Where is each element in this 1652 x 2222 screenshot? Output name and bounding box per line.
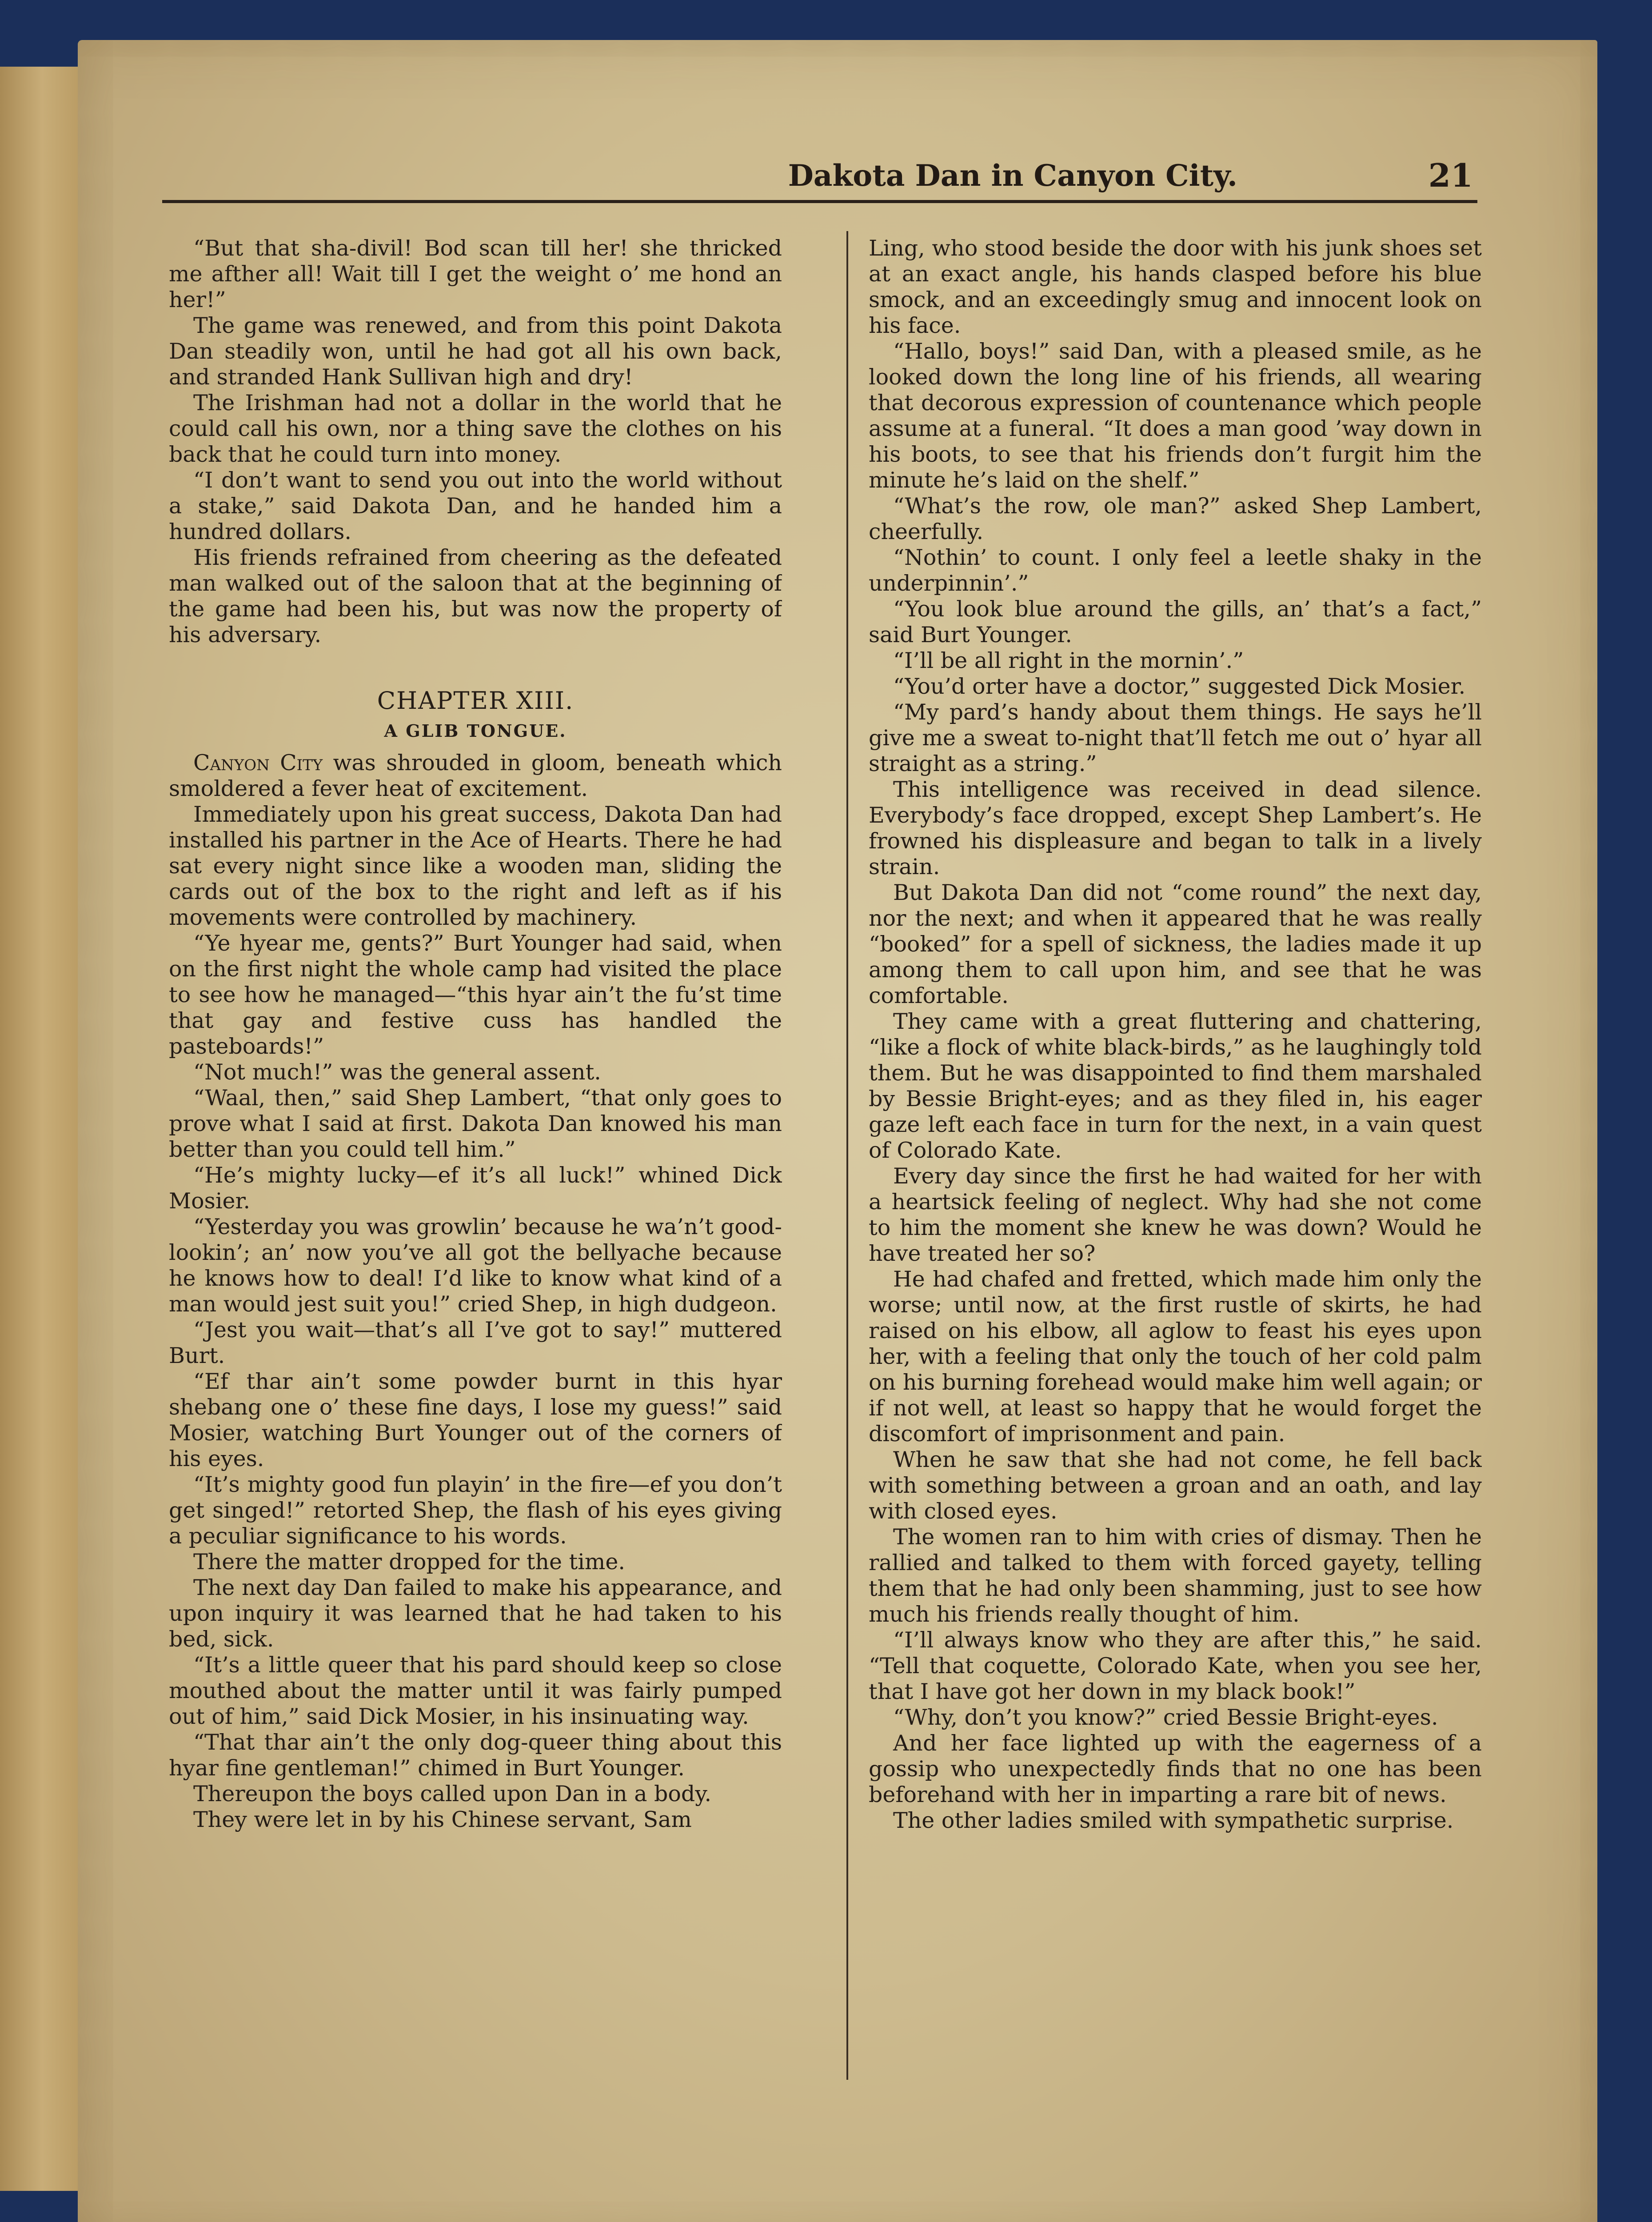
running-title: Dakota Dan in Canyon City. [788,158,1237,193]
paragraph: The game was renewed, and from this point Dakota Dan steadily won, until he had got all his own back, and stranded Hank Sullivan high and dry! [169,313,782,390]
chapter-opening-caps: Canyon City [193,750,323,775]
right-column [869,236,1482,2102]
chapter-subtitle: A GLIB TONGUE. [384,721,567,741]
paragraph: “Yesterday you was growlin’ because he wa’n’t good-lookin’; an’ now you’ve all got the bellyache because he knows how to deal! I’d like to know what kind of a man would jest suit you!” cried Shep, in high dudgeon. [169,1214,782,1317]
paragraph: “Ef thar ain’t some powder burnt in this hyar shebang one o’ these fine days, I lose my guess!” said Mosier, watching Burt Younger out of the corners of his eyes. [169,1369,782,1471]
paragraph: “Hallo, boys!” said Dan, with a pleased smile, as he looked down the long line of his friends, all wearing that decorous expression of countenance which people assume at a funeral. “It does a man good ’way down in his boots, to see that his friends don’t furgit him the minute he’s laid on the shelf.” [869,339,1482,493]
paragraph: “Why, don’t you know?” cried Bessie Bright-eyes. [893,1705,1438,1730]
paragraph: “What’s the row, ole man?” asked Shep Lambert, cheerfully. [869,493,1482,544]
paragraph: Thereupon the boys called upon Dan in a body. [193,1781,712,1806]
left-column-before-chapter [169,236,782,648]
paragraph: Immediately upon his great success, Dakota Dan had installed his partner in the Ace of Hearts. There he had sat every night since like a wooden man, sliding the cards out of the box to the right and left as if his movements were controlled by machinery. [169,802,782,930]
paragraph: His friends refrained from cheering as the defeated man walked out of the saloon that at the beginning of the game had been his, but was now the property of his adversary. [169,545,782,647]
paragraph: “That thar ain’t the only dog-queer thing about this hyar fine gentleman!” chimed in Burt Younger. [169,1730,782,1781]
paragraph: “My pard’s handy about them things. He says he’ll give me a sweat to-night that’ll fetch me out o’ hyar all straight as a string.” [869,699,1482,776]
page-header [162,151,1477,203]
paragraph: “I’ll always know who they are after this,” he said. “Tell that coquette, Colorado Kate, when you see her, that I have got her down in my black book!” [869,1627,1482,1704]
chapter-heading: CHAPTER XIII. [377,687,574,715]
paragraph: They were let in by his Chinese servant, Sam [193,1807,692,1832]
paragraph: “I don’t want to send you out into the world without a stake,” said Dakota Dan, and he handed him a hundred dollars. [169,468,782,544]
paragraph: But Dakota Dan did not “come round” the next day, nor the next; and when it appeared that he was really “booked” for a spell of sickness, the ladies made it up among them to call upon him, and see that he was comfortable. [869,880,1482,1008]
paragraph: “He’s mighty lucky—ef it’s all luck!” whined Dick Mosier. [169,1163,782,1214]
paragraph: The other ladies smiled with sympathetic surprise. [893,1808,1454,1833]
paragraph: He had chafed and fretted, which made him only the worse; until now, at the first rustle of skirts, he had raised on his elbow, all aglow to feast his eyes upon her, with a feeling that only the touch of her cold palm on his burning forehead would make him well again; or if not well, at least so happy that he would forget the discomfort of imprisonment and pain. [869,1267,1482,1447]
paragraph: There the matter dropped for the time. [193,1549,625,1575]
page-number: 21 [1428,156,1473,194]
paragraph: “You’d orter have a doctor,” suggested Dick Mosier. [893,674,1466,699]
paragraph: And her face lighted up with the eagerness of a gossip who unexpectedly finds that no one has been beforehand with her in imparting a rare bit of news. [869,1730,1482,1807]
paragraph: “Waal, then,” said Shep Lambert, “that only goes to prove what I said at first. Dakota Dan knowed his man better than you could tell him.” [169,1085,782,1162]
paragraph: “You look blue around the gills, an’ that’s a fact,” said Burt Younger. [869,596,1482,647]
paragraph: “It’s a little queer that his pard should keep so close mouthed about the matter until it was fairly pumped out of him,” said Dick Mosier, in his insinuating way. [169,1652,782,1729]
right-column-continuation: Ling, who stood beside the door with his junk shoes set at an exact angle, his hands clasped before his blue smock, and an exceedingly smug and innocent look on his face. [869,236,1482,338]
paragraph: The next day Dan failed to make his appearance, and upon inquiry it was learned that he had taken to his bed, sick. [169,1575,782,1652]
paragraph: Every day since the first he had waited for her with a heartsick feeling of neglect. Why had she not come to him the moment she knew he was down? Would he have treated her so? [869,1163,1482,1266]
paragraph: “Ye hyear me, gents?” Burt Younger had said, when on the first night the whole camp had visited the place to see how he managed—“this hyar ain’t the fu’st time that gay and festive cuss has handled the pasteboards!” [169,931,782,1059]
left-column-after-chapter [169,802,782,1833]
chapter-opening-text: was shrouded in gloom, beneath which smoldered a fever heat of excitement. [169,750,782,801]
paragraph: “Not much!” was the general assent. [193,1059,601,1085]
paragraph: This intelligence was received in dead silence. Everybody’s face dropped, except Shep Lambert’s. He frowned his displeasure and began to talk in a lively strain. [869,777,1482,879]
right-column-paragraphs [869,339,1482,1834]
chapter-opening-paragraph [169,750,782,802]
paragraph: The Irishman had not a dollar in the world that he could call his own, nor a thing save the clothes on his back that he could turn into money. [169,390,782,467]
paragraph: “But that sha-divil! Bod scan till her! she thricked me afther all! Wait till I get the weight o’ me hond an her!” [169,236,782,312]
paragraph: “Jest you wait—that’s all I’ve got to say!” muttered Burt. [169,1317,782,1368]
paragraph: The women ran to him with cries of dismay. Then he rallied and talked to them with forced gayety, telling them that he had only been shamming, just to see how much his friends really thought of him. [869,1524,1482,1627]
paragraph: When he saw that she had not come, he fell back with something between a groan and an oath, and lay with closed eyes. [869,1447,1482,1524]
left-column [169,236,782,2102]
facing-page-edge [0,67,87,2191]
column-divider [846,231,848,2080]
paragraph: “It’s mighty good fun playin’ in the fire—ef you don’t get singed!” retorted Shep, the flash of his eyes giving a peculiar significance to his words. [169,1472,782,1549]
paragraph: “I’ll be all right in the mornin’.” [893,648,1244,673]
paragraph: “Nothin’ to count. I only feel a leetle shaky in the underpinnin’.” [869,545,1482,596]
paragraph: They came with a great fluttering and chattering, “like a flock of white black-birds,” as he laughingly told them. But he was disappointed to find them marshaled by Bessie Bright-eyes; and as they filed in, his eager gaze left each face in turn for the next, in a vain quest of Colorado Kate. [869,1009,1482,1163]
